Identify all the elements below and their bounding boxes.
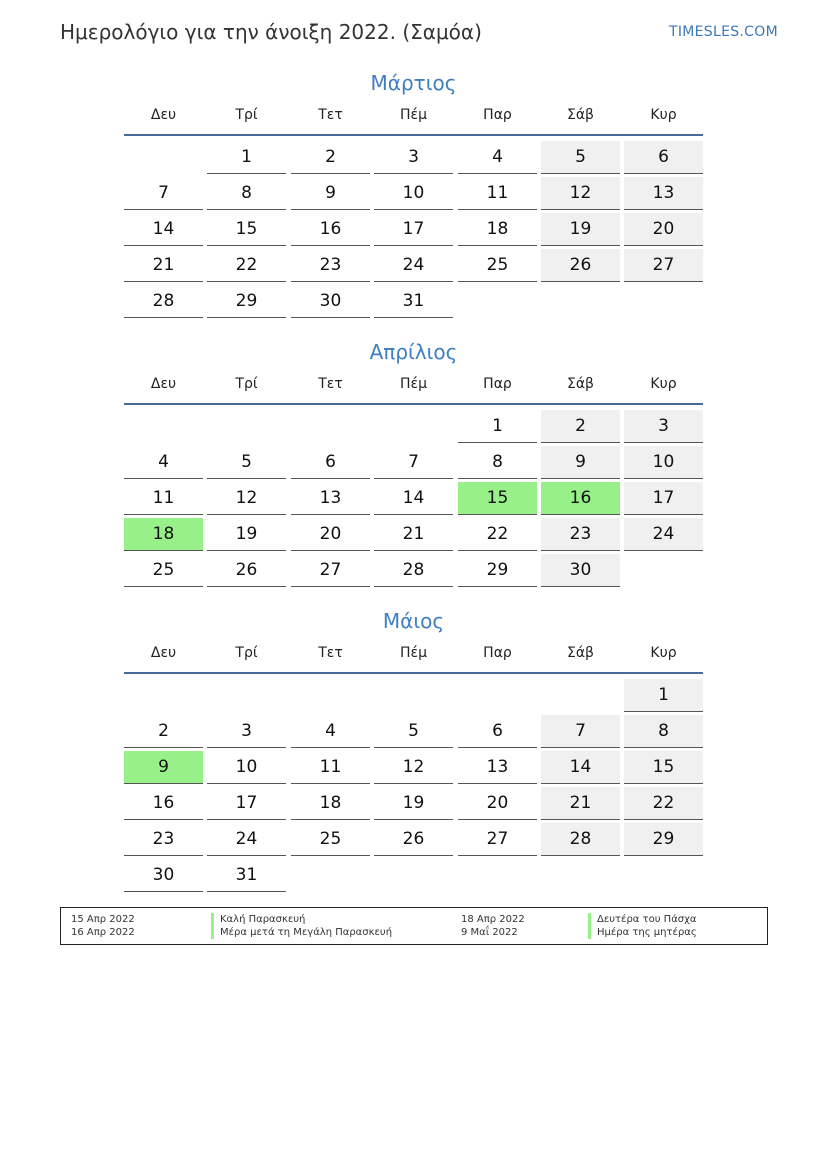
- weekday-header: [124, 365, 703, 405]
- weekday-label: Πέμ: [399, 107, 427, 123]
- day-cell: 5: [207, 446, 286, 479]
- day-cell: 1: [458, 410, 537, 443]
- day-cell: 2: [124, 715, 203, 748]
- day-cell: 4: [124, 446, 203, 479]
- day-cell: 5: [374, 715, 453, 748]
- day-cell: 6: [624, 141, 703, 174]
- weekday-label: Τρί: [235, 376, 258, 392]
- weekday-label: Δευ: [150, 645, 177, 661]
- day-cell: 16: [124, 787, 203, 820]
- day-cell: 28: [541, 823, 620, 856]
- day-cell: 10: [624, 446, 703, 479]
- weekday-label: Παρ: [483, 107, 512, 123]
- day-cell: 29: [624, 823, 703, 856]
- holiday-day-cell: 15: [458, 482, 537, 515]
- day-cell: 17: [207, 787, 286, 820]
- day-cell: 15: [624, 751, 703, 784]
- weekday-label: Δευ: [150, 376, 177, 392]
- day-cell: 26: [207, 554, 286, 587]
- day-cell: 24: [624, 518, 703, 551]
- day-cell: 18: [291, 787, 370, 820]
- day-cell: 14: [124, 213, 203, 246]
- legend-date: 15 Απρ 2022: [71, 914, 135, 925]
- holiday-day-cell: 18: [124, 518, 203, 551]
- day-cell: 22: [624, 787, 703, 820]
- weekday-label: Κυρ: [650, 376, 677, 392]
- day-cell: 8: [458, 446, 537, 479]
- day-cell: 4: [458, 141, 537, 174]
- page-title: Ημερολόγιο για την άνοιξη 2022. (Σαμόα): [60, 20, 482, 44]
- day-cell: 13: [291, 482, 370, 515]
- day-cell: 23: [124, 823, 203, 856]
- day-cell: 24: [207, 823, 286, 856]
- day-cell: 25: [291, 823, 370, 856]
- weekday-label: Πέμ: [399, 376, 427, 392]
- weekday-label: Τετ: [318, 376, 343, 392]
- day-cell: 9: [291, 177, 370, 210]
- day-cell: 31: [374, 285, 453, 318]
- day-cell: 20: [624, 213, 703, 246]
- day-cell: 12: [207, 482, 286, 515]
- weekday-label: Δευ: [150, 107, 177, 123]
- day-cell: 25: [124, 554, 203, 587]
- day-cell: 29: [458, 554, 537, 587]
- month-name: Απρίλιος: [369, 340, 458, 364]
- day-cell: 20: [291, 518, 370, 551]
- legend-holiday-name: Μέρα μετά τη Μεγάλη Παρασκευή: [211, 926, 450, 939]
- weekday-label: Κυρ: [650, 645, 677, 661]
- weekday-label: Τετ: [318, 645, 343, 661]
- day-cell: 20: [458, 787, 537, 820]
- day-cell: 12: [374, 751, 453, 784]
- day-cell: 19: [207, 518, 286, 551]
- legend-date: 9 Μαΐ 2022: [461, 927, 518, 938]
- day-cell: 21: [124, 249, 203, 282]
- day-cell: 3: [374, 141, 453, 174]
- holiday-day-cell: 16: [541, 482, 620, 515]
- day-cell: 15: [207, 213, 286, 246]
- day-cell: 6: [458, 715, 537, 748]
- legend-holiday-name: Δευτέρα του Πάσχα: [588, 913, 757, 926]
- legend-date: 16 Απρ 2022: [71, 927, 135, 938]
- day-cell: 11: [458, 177, 537, 210]
- day-cell: 13: [458, 751, 537, 784]
- day-cell: 8: [207, 177, 286, 210]
- weekday-label: Σάβ: [566, 376, 594, 392]
- day-cell: 1: [624, 679, 703, 712]
- day-cell: 30: [124, 859, 203, 892]
- weekday-label: Τρί: [235, 645, 258, 661]
- day-cell: 18: [458, 213, 537, 246]
- day-cell: 17: [374, 213, 453, 246]
- day-cell: 1: [207, 141, 286, 174]
- holiday-legend: [60, 907, 768, 945]
- day-cell: 11: [291, 751, 370, 784]
- day-cell: 21: [541, 787, 620, 820]
- weekday-label: Τετ: [318, 107, 343, 123]
- month-name: Μάρτιος: [370, 71, 457, 95]
- month-block: [124, 608, 703, 885]
- day-cell: 30: [541, 554, 620, 587]
- day-cell: 2: [291, 141, 370, 174]
- day-cell: 21: [374, 518, 453, 551]
- day-cell: 25: [458, 249, 537, 282]
- day-cell: 28: [124, 285, 203, 318]
- day-cell: 30: [291, 285, 370, 318]
- month-block: [124, 70, 703, 311]
- site-link[interactable]: TIMESLES.COM: [669, 24, 778, 40]
- day-cell: 27: [458, 823, 537, 856]
- weekday-label: Παρ: [483, 645, 512, 661]
- day-cell: 14: [374, 482, 453, 515]
- day-cell: 22: [207, 249, 286, 282]
- day-cell: 14: [541, 751, 620, 784]
- day-cell: 19: [374, 787, 453, 820]
- day-cell: 3: [207, 715, 286, 748]
- legend-holiday-name: Καλή Παρασκευή: [211, 913, 450, 926]
- day-cell: 24: [374, 249, 453, 282]
- day-cell: 11: [124, 482, 203, 515]
- legend-date: 18 Απρ 2022: [461, 914, 525, 925]
- day-cell: 5: [541, 141, 620, 174]
- day-cell: 27: [624, 249, 703, 282]
- weekday-header: [124, 96, 703, 136]
- day-cell: 23: [541, 518, 620, 551]
- day-cell: 7: [541, 715, 620, 748]
- day-cell: 28: [374, 554, 453, 587]
- day-cell: 12: [541, 177, 620, 210]
- day-cell: 10: [207, 751, 286, 784]
- day-cell: 6: [291, 446, 370, 479]
- day-cell: 9: [541, 446, 620, 479]
- day-cell: 4: [291, 715, 370, 748]
- day-cell: 2: [541, 410, 620, 443]
- month-block: [124, 339, 703, 580]
- day-cell: 13: [624, 177, 703, 210]
- day-cell: 3: [624, 410, 703, 443]
- weekday-label: Πέμ: [399, 645, 427, 661]
- day-cell: 19: [541, 213, 620, 246]
- day-cell: 26: [374, 823, 453, 856]
- day-cell: 10: [374, 177, 453, 210]
- weekday-label: Σάβ: [566, 645, 594, 661]
- day-cell: 31: [207, 859, 286, 892]
- day-cell: 27: [291, 554, 370, 587]
- day-cell: 7: [124, 177, 203, 210]
- day-cell: 8: [624, 715, 703, 748]
- day-cell: 26: [541, 249, 620, 282]
- day-cell: 7: [374, 446, 453, 479]
- holiday-day-cell: 9: [124, 751, 203, 784]
- day-cell: 17: [624, 482, 703, 515]
- legend-holiday-name: Ημέρα της μητέρας: [588, 926, 757, 939]
- weekday-label: Παρ: [483, 376, 512, 392]
- day-cell: 16: [291, 213, 370, 246]
- weekday-label: Τρί: [235, 107, 258, 123]
- day-cell: 22: [458, 518, 537, 551]
- weekday-label: Σάβ: [566, 107, 594, 123]
- weekday-header: [124, 634, 703, 674]
- day-cell: 23: [291, 249, 370, 282]
- day-cell: 29: [207, 285, 286, 318]
- month-name: Μάιος: [382, 609, 445, 633]
- weekday-label: Κυρ: [650, 107, 677, 123]
